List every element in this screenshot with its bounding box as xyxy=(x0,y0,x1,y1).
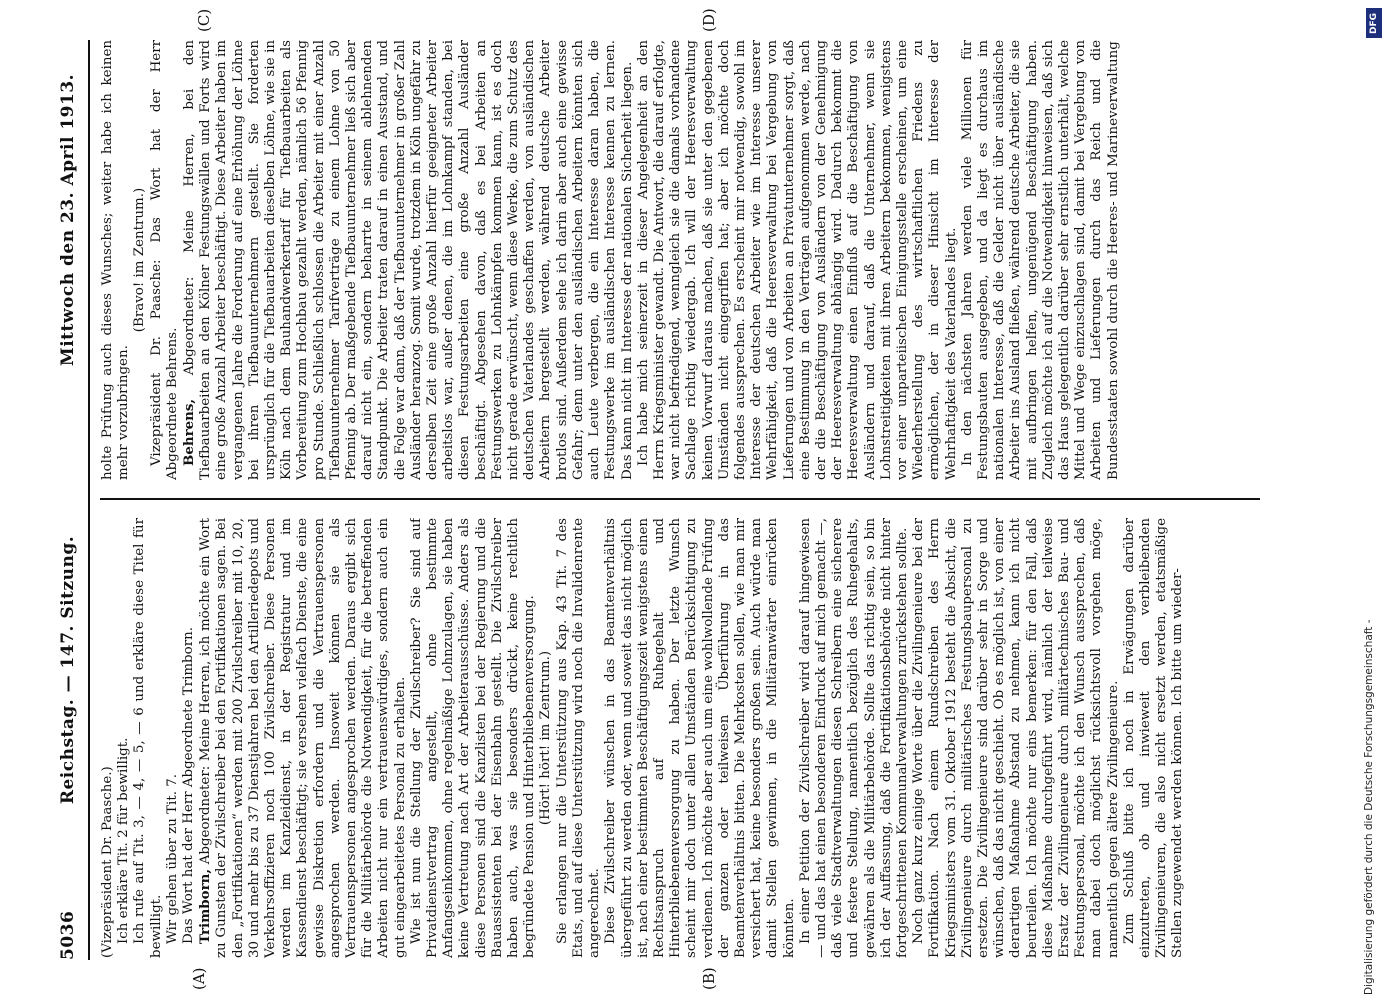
header-rule xyxy=(88,40,90,960)
paragraph: In den nächsten Jahren werden viele Millionen für Festungsbauten ausgegeben, und da liegt es durchaus im nationalen Interesse, daß die Gelder nicht über ausländische Arbeiter ins Ausland fließen, während deutsche Arbeiter, die sie mit aufbringen helfen, ungenügend Beschäftigung haben. Zugleich möchte ich auf die Notwendigkeit hinweisen, daß sich das Haus gelegentlich darüber sehr ernstlich unterhält, welche Mittel und Wege einzuschlagen sind, damit bei Vergebung von Arbeiten und Lieferungen durch das Reich und die Bundesstaaten sowohl durch die Heeres- und Marineverwaltung xyxy=(959,40,1121,480)
speaker-name: Trimborn, xyxy=(197,868,214,944)
paragraph: Wir gehen über zu Tit. 7. xyxy=(164,774,180,944)
page-number: 5036 xyxy=(58,910,78,960)
interjection: (Bravo! im Zentrum.) xyxy=(132,187,148,333)
speaker-name: Behrens, xyxy=(181,398,198,466)
right-running-head: Mittwoch den 23. April 1913. xyxy=(58,73,78,367)
column-divider xyxy=(100,498,1260,500)
speech-text: Abgeordneter: Meine Herren, bei den Tiefbauarbeiten an den Kölner Festungswällen und Forts wird eine große Anzahl Arbeiter beschäftigt. Diese Arbeiter haben im vergangenen Jahre die Forderung auf eine Erhöhung der Löhne bei ihren Tiefbauunternehmern gestellt. Sie forderten ursprünglich für die Tiefbauarbeiten dieselben Löhne, wie sie in Köln nach dem Bauhandwerkertarif für Tiefbauarbeiten als Vorbereitung zum Hochbau gezahlt werden, nämlich 56 Pfennig pro Stunde. Schließlich schlossen die Arbeiter mit einer Anzahl Tiefbauunternehmer Tarifverträge zu einem Lohne von 50 Pfennig ab. Der maßgebende Tiefbauunternehmer ließ sich aber darauf nicht ein, sondern beharrte in seinem ablehnenden Standpunkt. Die Arbeiter traten darauf in einen Ausstand, und die Folge war dann, daß der Tiefbauunternehmer in großer Zahl Ausländer heranzog. Somit wurde, trotzdem in Köln ungefähr zu derselben Zeit eine große Anzahl hierfür geeigneter Arbeiter arbeitslos war, außer denen, die im Lohnkampf standen, bei diesen Festungsarbeiten eine große Anzahl Ausländer beschäftigt. Abgesehen davon, daß es bei Arbeiten an Festungswerken zu Lohnkämpfen kommen kann, ist es doch nicht gerade erwünscht, wenn diese Werke, die zum Schutz des deutschen Vaterlandes geschaffen werden, von ausländischen Arbeitern hergestellt werden, während deutsche Arbeiter brotlos sind. Außerdem sehe ich darin aber auch eine gewisse Gefahr; denn unter den ausländischen Arbeitern könnten sich auch Leute verbergen, die ein Interesse daran haben, die Festungswerke im ausländischen Interesse kennen zu lernen. Das kann nicht im Interesse der nationalen Sicherheit liegen. xyxy=(182,40,635,480)
paragraph: holte Prüfung auch dieses Wunsches; weiter habe ich keinen mehr vorzubringen. xyxy=(100,40,132,480)
margin-marker-c: (C) xyxy=(195,8,213,32)
speech-paragraph xyxy=(181,40,636,480)
margin-marker-b: (B) xyxy=(700,967,718,990)
paragraph: Noch ganz kurz einige Worte über die Zivilingenieure bei der Fortifikation. Nach einem Rundschreiben des Herrn Kriegsministers vom 31. Oktober 1912 besteht die Absicht, die Zivilingenieure durch militärisches Festungsbaupersonal zu ersetzen. Die Zivilingenieure sind darüber sehr in Sorge und wünschen, daß das nicht geschieht. Ob es möglich ist, von einer derartigen Maßnahme Abstand zu nehmen, kann ich nicht beurteilen. Ich möchte nur eins bemerken: für den Fall, daß diese Maßnahme durchgeführt wird, nämlich der teilweise Ersatz der Zivilingenieure durch militärtechnisches Bau- und Festungspersonal, möchte ich den Wunsch aussprechen, daß man dabei doch möglichst rücksichtsvoll vorgehen möge, namentlich gegen ältere Zivilingenieure. xyxy=(911,518,1121,958)
paragraph: Diese Zivilschreiber wünschen in das Beamtenverhältnis übergeführt zu werden oder, wenn und soweit das nicht möglich ist, nach einer bestimmten Beschäftigungszeit wenigstens einen Rechtsanspruch auf Ruhegehalt und Hinterbliebenenversorgung zu haben. Der letzte Wunsch scheint mir doch unter allen Umständen Berücksichtigung zu verdienen. Ich möchte aber auch um eine wohlwollende Prüfung der ganzen oder teilweisen Überführung in das Beamtenverhältnis bitten. Die Mehrkosten sollen, wie man mir versichert hat, keine besonders großen sein. Auch würde man damit Stellen gewinnen, in die Militäranwärter einrücken könnten. xyxy=(603,518,797,958)
left-running-head: Reichstag. — 147. Sitzung. xyxy=(58,535,78,805)
paragraph: Ich habe mich seinerzeit in dieser Angelegenheit an den Herrn Kriegsminister gewandt. Die Antwort, die darauf erfolgte, war nicht befriedigend, wenngleich sie die damals vorhandene Sachlage richtig wiedergab. Ich will der Heeresverwaltung keinen Vorwurf daraus machen, daß sie unter den gegebenen Umständen nicht eingegriffen hat; aber ich möchte doch folgendes aussprechen. Es erscheint mir notwendig, sowohl im Interesse der deutschen Arbeiter wie im Interesse unserer Wehrfähigkeit, daß die Heeresverwaltung bei Vergebung von Lieferungen und von Arbeiten an Privatunternehmer sorgt, daß eine Bestimmung in den Verträgen aufgenommen werde, nach der die Beschäftigung von Ausländern von der Genehmigung der Heeresverwaltung abhängig wird. Dadurch bekommt die Heeresverwaltung einen Einfluß auf die Beschäftigung von Ausländern und darauf, daß die Unternehmer, wenn sie Lohnstreitigkeiten mit ihren Arbeitern bekommen, wenigstens vor einer unparteiischen Einigungsstelle erscheinen, um eine Wiederherstellung des wirtschaftlichen Friedens zu ermöglichen, der in dieser Hinsicht im Interesse der Wehrhaftigkeit des Vaterlandes liegt. xyxy=(635,40,959,480)
dfg-logo: DFG xyxy=(1366,8,1382,38)
paragraph: Sie erlangen nur die Unterstützung aus Kap. 43 Tit. 7 des Etats, und auf diese Unterstützung wird noch die Invalidenrente angerechnet. xyxy=(554,518,603,958)
right-column xyxy=(100,40,1270,480)
digitization-credit: Digitalisierung gefördert durch die Deutsche Forschungsgemeinschaft - xyxy=(1363,619,1375,995)
paragraph: Zum Schluß bitte ich noch in Erwägungen darüber einzutreten, ob und inwieweit den verbleibenden Zivilingenieuren, die also nicht ersetzt werden, etatsmäßige Stellen zugewendet werden können. Ich bitte um wieder- xyxy=(1121,518,1186,958)
paragraph: Ich rufe auf Tit. 3, — 4, — 5, — 6 und erkläre diese Titel für bewilligt. xyxy=(132,518,164,958)
paragraph: Wie ist nun die Stellung der Zivilschreiber? Sie sind auf Privatdienstvertrag angestellt, ohne bestimmte Anfangseinkommen, ohne regelmäßige Lohnzulagen, sie haben keine Vertretung nach Art der Arbeiterausschüsse. Anders als diese Personen sind die Kanzlisten bei der Regierung und die Bauassistenten bei der Eisenbahn gestellt. Die Zivilschreiber haben auch, was sie besonders drückt, keine rechtlich begründete Pension und Hinterbliebenenversorgung. xyxy=(408,518,538,958)
paragraph: Ich erkläre Tit. 2 für bewilligt. xyxy=(116,737,132,944)
paragraph: In einer Petition der Zivilschreiber wird darauf hingewiesen — und das hat einen besonderen Eindruck auf mich gemacht —, daß viele Stadtverwaltungen diesen Schreibern eine sicherere und festere Stellung, namentlich bezüglich des Ruhegehalts, gewähren als die Militärbehörde. Sollte das richtig sein, so bin ich der Auffassung, daß die Fortifikationsbehörde nicht hinter fortgeschrittenen Kommunalverwaltungen zurückstehen sollte. xyxy=(797,518,910,958)
margin-marker-a: (A) xyxy=(190,967,208,990)
speech-text: Abgeordneter: Meine Herren, ich möchte ein Wort zu Gunsten der Zivilschreiber bei den Fortifikationen sagen. Bei den „Fortifikationen“ werden mit 200 Zivilschreiber mit 10, 20, 30 und mehr bis zu 37 Dienstjahren bei den Artilleriedepots und Verkehrsoffizieren noch 100 Zivilschreiber. Diese Personen werden im Kanzleidienst, in der Registratur und im Kassendienst beschäftigt; sie versehen vielfach Dienste, die eine gewisse Diskretion erfordern und die Vertrauenspersonen angesprochen werden. Insoweit können sie als Vertrauenspersonen angesprochen werden. Daraus ergibt sich für die Militärbehörde die Notwendigkeit, für die betreffenden Arbeiten nicht nur ein vertrauenswürdiges, sondern auch ein gut eingearbeitetes Personal zu erhalten. xyxy=(198,518,408,958)
interjection: (Hört! hört! im Zentrum.) xyxy=(538,650,554,826)
speech-paragraph xyxy=(197,518,409,958)
paragraph: (Vizepräsident Dr. Paasche.) xyxy=(100,766,115,958)
margin-marker-d: (D) xyxy=(700,8,718,32)
paragraph: Vizepräsident Dr. Paasche: Das Wort hat der Herr Abgeordnete Behrens. xyxy=(148,40,180,480)
paragraph: Das Wort hat der Herr Abgeordnete Trimborn. xyxy=(181,627,197,944)
left-column xyxy=(100,518,1270,958)
running-header xyxy=(58,40,86,960)
